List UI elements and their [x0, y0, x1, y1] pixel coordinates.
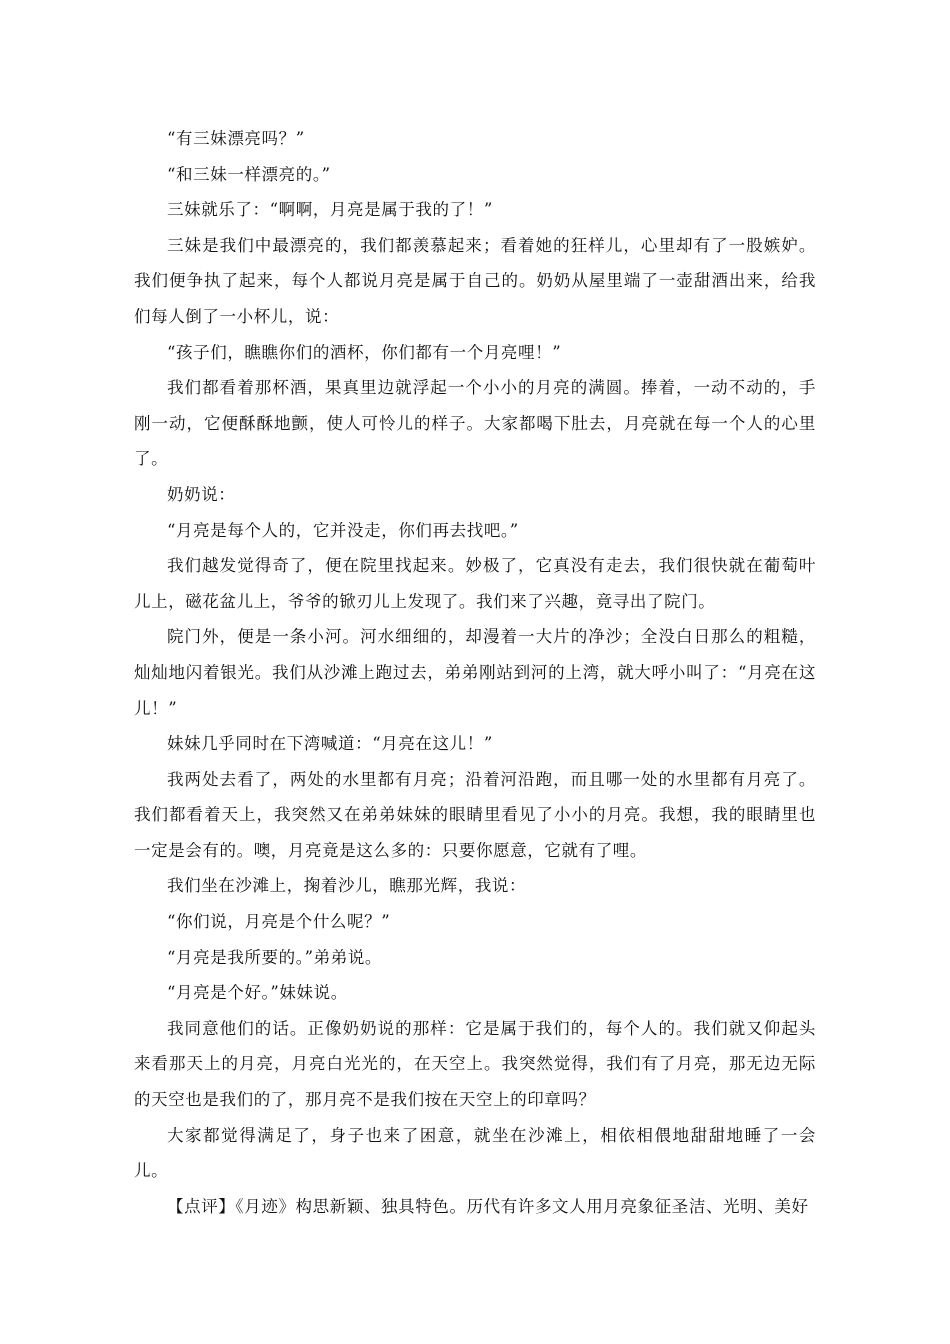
paragraph: 三妹是我们中最漂亮的，我们都羡慕起来；看着她的狂样儿，心里却有了一股嫉妒。我们便争执了起来，每个人都说月亮是属于自己的。奶奶从屋里端了一壶甜酒出来，给我们每人倒了一小杯儿，说：	[134, 235, 816, 326]
paragraph: “月亮是我所要的。”弟弟说。	[167, 947, 383, 967]
paragraph: 奶奶说：	[167, 484, 236, 504]
paragraph: 院门外，便是一条小河。河水细细的，却漫着一大片的净沙；全没白日那么的粗糙，灿灿地闪着银光。我们从沙滩上跑过去，弟弟刚站到河的上湾，就大呼小叫了：“月亮在这儿！”	[134, 627, 816, 718]
paragraph: “有三妹漂亮吗？”	[167, 129, 305, 148]
paragraph: 我们越发觉得奇了，便在院里找起来。妙极了，它真没有走去，我们很快就在葡萄叶儿上，磁花盆儿上，爷爷的锨刃儿上发现了。我们来了兴趣，竟寻出了院门。	[134, 556, 816, 611]
paragraph: 我两处去看了，两处的水里都有月亮；沿着河沿跑，而且哪一处的水里都有月亮了。我们都看着天上，我突然又在弟弟妹妹的眼睛里看见了小小的月亮。我想，我的眼睛里也一定是会有的。噢，月亮竟是这么多的：只要你愿意，它就有了哩。	[134, 769, 816, 860]
paragraph: “月亮是每个人的，它并没走，你们再去找吧。”	[167, 520, 519, 540]
paragraph: “月亮是个好。”妹妹说。	[167, 983, 348, 1003]
paragraph: 我们坐在沙滩上，掬着沙儿，瞧那光辉，我说：	[167, 876, 527, 896]
paragraph: 妹妹几乎同时在下湾喊道：“月亮在这儿！”	[167, 734, 493, 754]
paragraph: “你们说，月亮是个什么呢？”	[167, 912, 391, 932]
paragraph: 三妹就乐了：“啊啊，月亮是属于我的了！”	[167, 200, 493, 220]
paragraph: “和三妹一样漂亮的。”	[167, 164, 331, 184]
article-body	[134, 121, 816, 1224]
paragraph: 我同意他们的话。正像奶奶说的那样：它是属于我们的，每个人的。我们就又仰起头来看那天上的月亮，月亮白光光的，在天空上。我突然觉得，我们有了月亮，那无边无际的天空也是我们的了，那月亮不是我们按在天空上的印章吗？	[134, 1018, 816, 1110]
commentary-paragraph: 【点评】《月迹》构思新颖、独具特色。历代有许多文人用月亮象征圣洁、光明、美好	[167, 1196, 809, 1216]
paragraph: 大家都觉得满足了，身子也来了困意，就坐在沙滩上，相依相偎地甜甜地睡了一会儿。	[134, 1125, 816, 1181]
paragraph: 我们都看着那杯酒，果真里边就浮起一个小小的月亮的满圆。捧着，一动不动的，手刚一动，它便酥酥地颤，使人可怜儿的样子。大家都喝下肚去，月亮就在每一个人的心里了。	[134, 378, 816, 469]
paragraph: “孩子们，瞧瞧你们的酒杯，你们都有一个月亮哩！”	[167, 342, 562, 362]
